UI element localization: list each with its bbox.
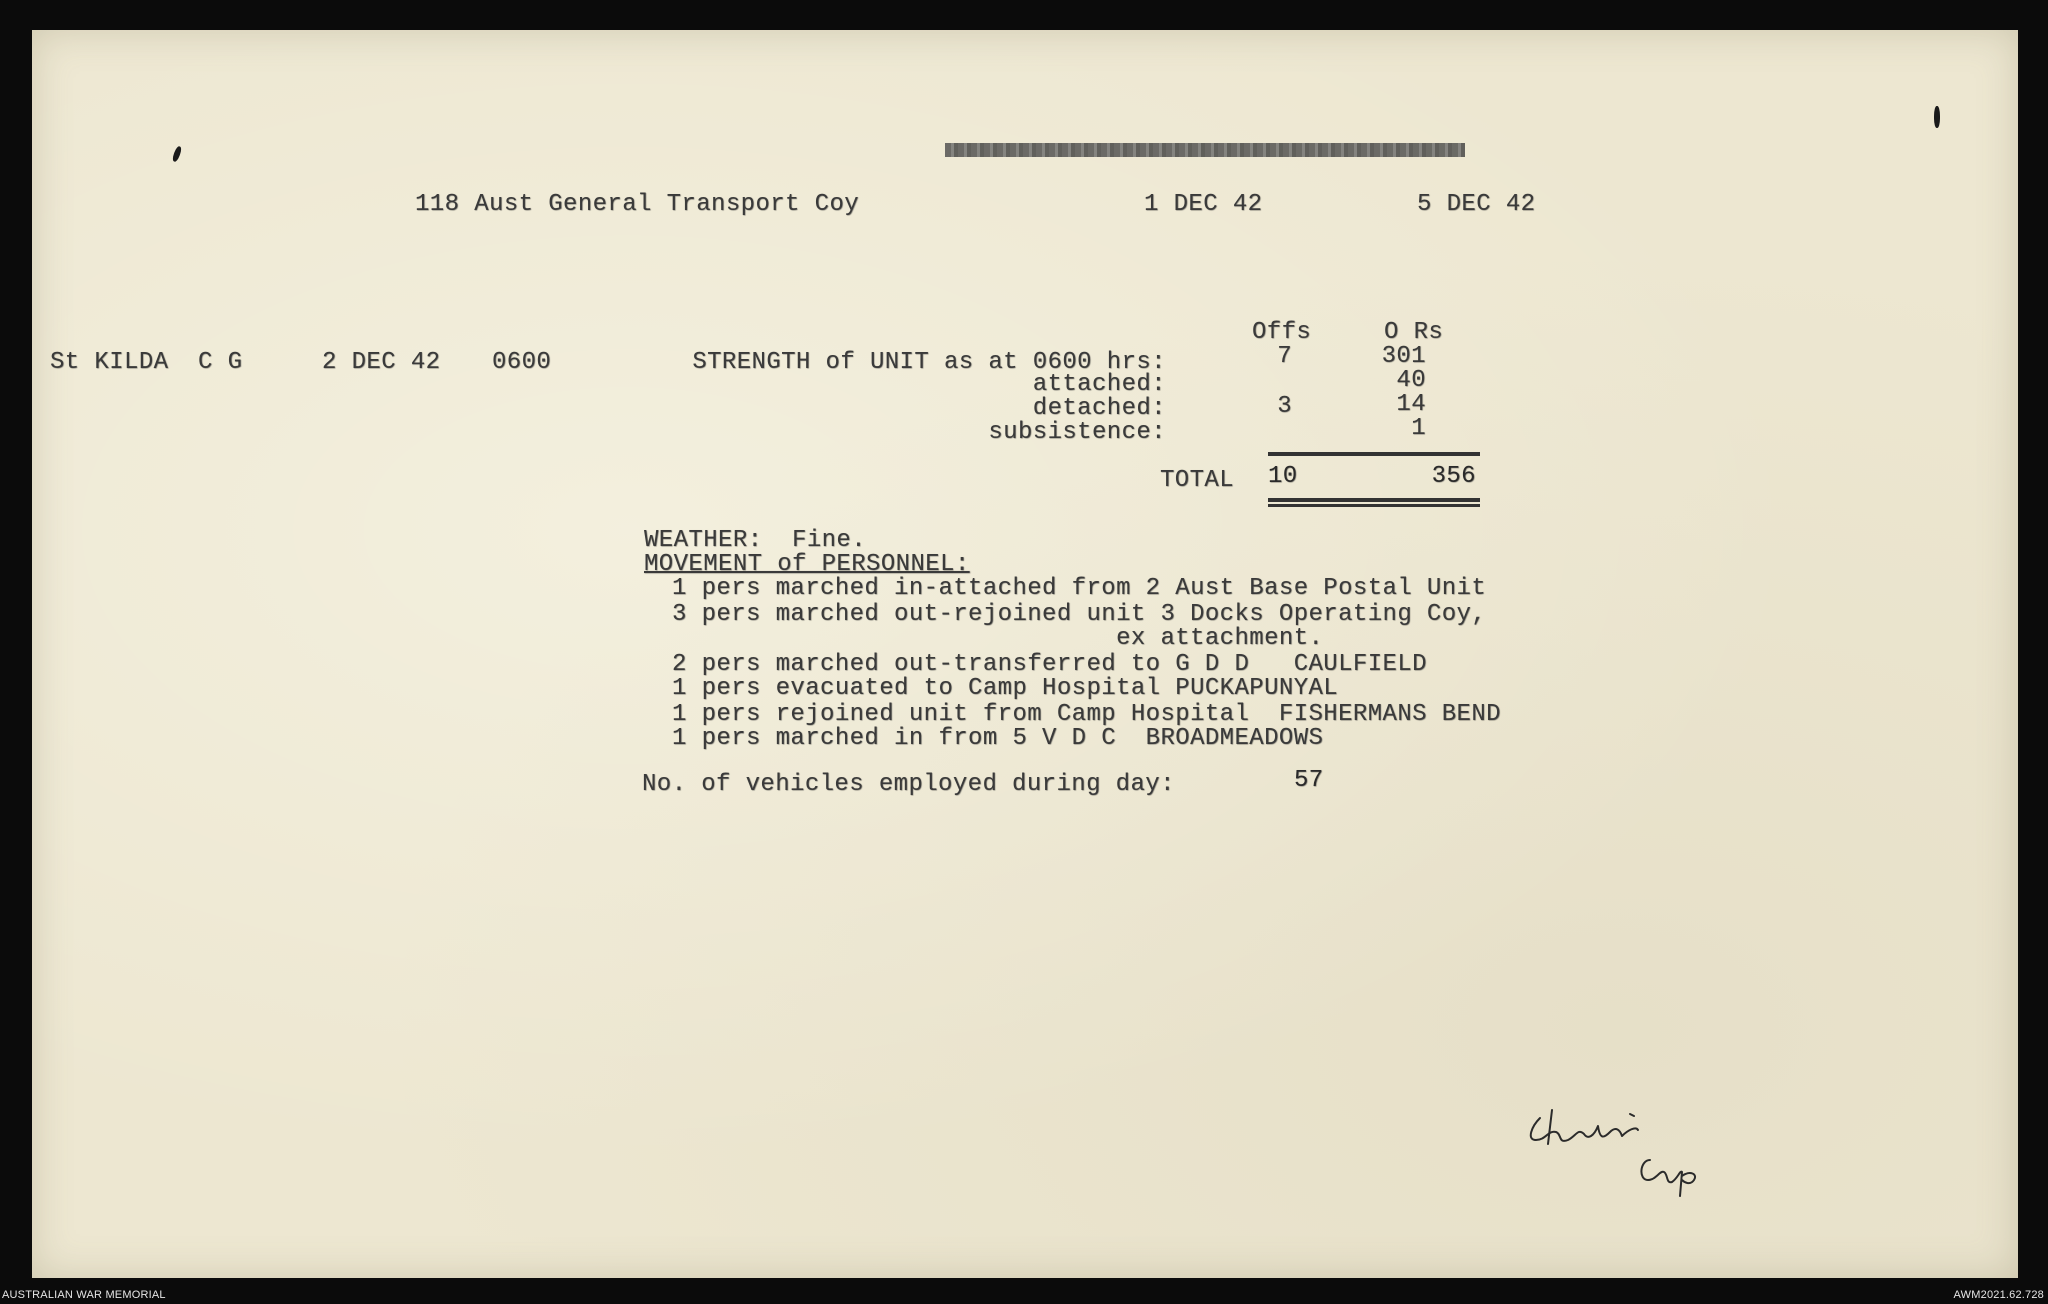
total-rule-bottom	[1268, 498, 1480, 502]
entry-place: St KILDA C G	[50, 349, 243, 376]
strength-row-offs: 3	[1277, 393, 1292, 420]
strength-row-ors: 40	[1396, 367, 1426, 394]
total-rule-top	[1268, 452, 1480, 456]
total-rule-bottom-double	[1268, 504, 1480, 507]
vehicles-label: No. of vehicles employed during day:	[642, 771, 1175, 798]
strength-row-ors: 301	[1381, 343, 1426, 370]
date-from: 1 DEC 42	[1144, 191, 1263, 218]
movement-line: 1 pers evacuated to Camp Hospital PUCKAPUNYAL	[672, 675, 1339, 702]
entry-time: 0600	[492, 349, 552, 376]
date-to: 5 DEC 42	[1417, 191, 1536, 218]
total-label: TOTAL	[1160, 467, 1235, 494]
entry-date: 2 DEC 42	[322, 349, 441, 376]
strength-row-label: STRENGTH of UNIT as at 0600 hrs:	[692, 349, 1166, 376]
weather-line: WEATHER: Fine.	[644, 527, 867, 554]
document-sheet	[32, 30, 2018, 1278]
column-header-offs: Offs	[1252, 319, 1312, 346]
total-offs: 10	[1268, 463, 1298, 490]
punch-hole-right	[1934, 106, 1940, 128]
total-ors: 356	[1431, 463, 1476, 490]
strength-row-ors: 1	[1411, 415, 1426, 442]
movement-line: 1 pers marched in from 5 V D C BROADMEADOWS	[672, 725, 1324, 752]
movement-line: ex attachment.	[672, 625, 1324, 652]
footer-accession-number: AWM2021.62.728	[1953, 1289, 2044, 1301]
struck-out-heading	[945, 143, 1465, 157]
strength-row-label: attached:	[1032, 371, 1166, 398]
footer-archive-name: AUSTRALIAN WAR MEMORIAL	[2, 1289, 166, 1301]
vehicles-count: 57	[1294, 767, 1324, 794]
movement-line: 3 pers marched out-rejoined unit 3 Docks Operating Coy,	[672, 601, 1487, 628]
handwritten-signature	[1512, 1100, 1812, 1250]
column-header-ors: O Rs	[1384, 319, 1444, 346]
strength-row-label: detached:	[1032, 395, 1166, 422]
movement-line: 1 pers marched in-attached from 2 Aust Base Postal Unit	[672, 575, 1487, 602]
movement-heading: MOVEMENT of PERSONNEL:	[644, 551, 970, 578]
strength-row-offs: 7	[1277, 343, 1292, 370]
strength-row-label: subsistence:	[988, 419, 1166, 446]
movement-line: 1 pers rejoined unit from Camp Hospital FISHERMANS BEND	[672, 701, 1501, 728]
punch-hole-left	[171, 145, 182, 162]
strength-row-ors: 14	[1396, 391, 1426, 418]
movement-line: 2 pers marched out-transferred to G D D CAULFIELD	[672, 651, 1427, 678]
unit-name: 118 Aust General Transport Coy	[415, 191, 860, 218]
